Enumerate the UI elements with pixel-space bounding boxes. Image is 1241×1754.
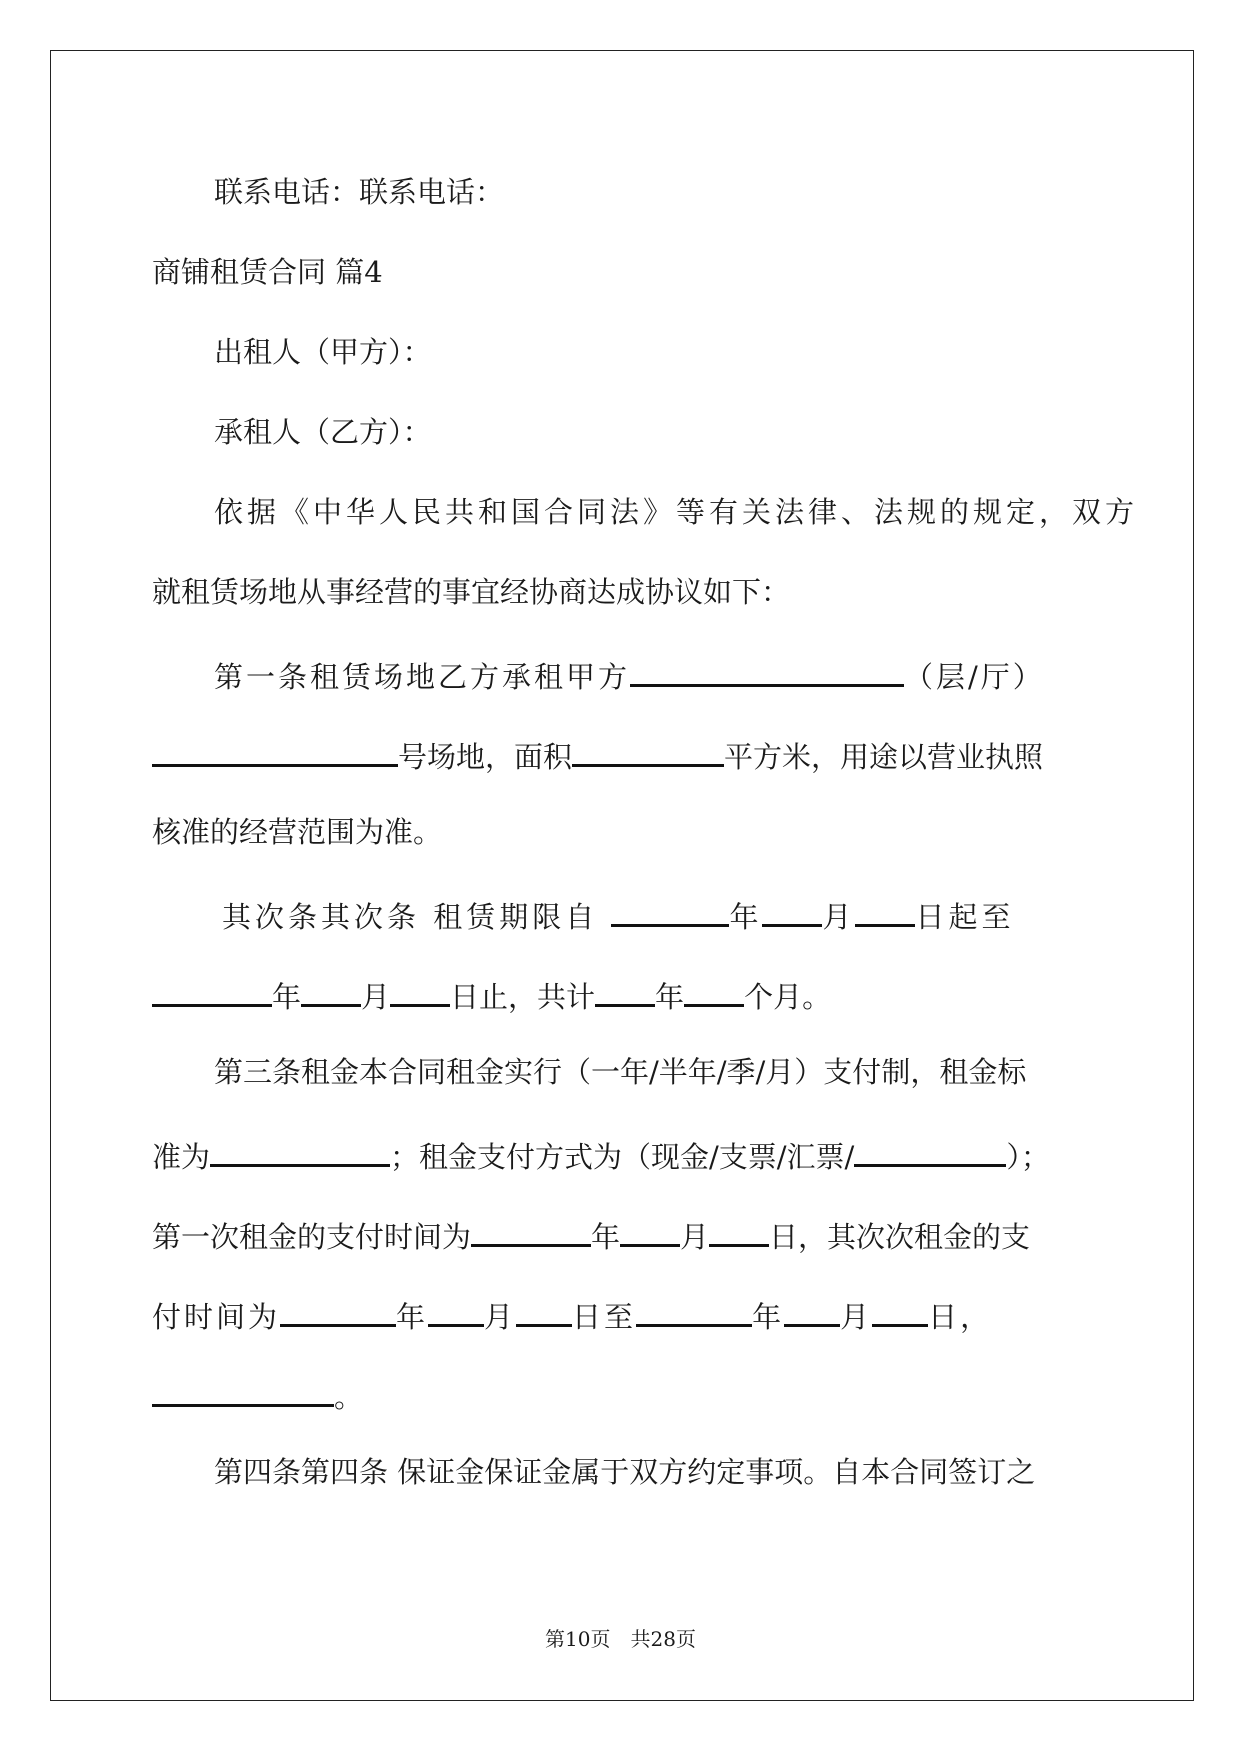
fill-blank[interactable] [471,1218,591,1247]
article3-line-4: 付时间为 年 月 日至 年 月 日， [152,1298,992,1332]
fill-blank[interactable] [428,1298,484,1327]
fill-blank[interactable] [152,978,272,1007]
article2-line-1: 其次条其次条 租赁期限自 年 月 日起至 [222,898,1014,932]
fill-blank[interactable] [784,1298,840,1327]
fill-blank[interactable] [709,1218,769,1247]
fill-blank[interactable] [152,738,398,767]
article4-line-1: 第四条第四条 保证金保证金属于双方约定事项。自本合同签订之 [214,1455,1036,1489]
fill-blank[interactable] [572,738,724,767]
article3-line-2: 准为 ；租金支付方式为（现金/支票/汇票/ ）； [152,1138,1050,1172]
article3-line-3: 第一次租金的支付时间为 年 月 日，其次次租金的支 [152,1218,1030,1252]
fill-blank[interactable] [620,1218,680,1247]
article1-line-2: 号场地，面积 平方米，用途以营业执照 [152,738,1043,772]
article2-line-2: 年 月 日止，共计 年 个月。 [152,978,831,1012]
preamble-line-2: 就租赁场地从事经营的事宜经协商达成协议如下： [152,575,791,609]
article1-line-3: 核准的经营范围为准。 [152,815,443,849]
page-number: 第10页 共28页 [545,1627,696,1651]
fill-blank[interactable] [872,1298,928,1327]
fill-blank[interactable] [280,1298,396,1327]
fill-blank[interactable] [210,1138,390,1167]
lessee-line: 承租人（乙方）： [214,415,432,449]
page-frame [50,50,1194,1701]
fill-blank[interactable] [390,978,450,1007]
lessor-line: 出租人（甲方）： [214,335,432,369]
article3-line-5: 。 [152,1378,363,1412]
article3-line-1: 第三条租金本合同租金实行（一年/半年/季/月）支付制，租金标 [214,1055,1027,1089]
fill-blank[interactable] [684,978,744,1007]
fill-blank[interactable] [301,978,361,1007]
fill-blank[interactable] [152,1378,334,1407]
contact-phone-line: 联系电话：联系电话： [214,175,505,209]
fill-blank[interactable] [762,898,822,927]
preamble-line-1: 依据《中华人民共和国合同法》等有关法律、法规的规定，双方 [214,495,1139,529]
fill-blank[interactable] [630,658,904,687]
fill-blank[interactable] [595,978,655,1007]
article1-line-1: 第一条租赁场地乙方承租甲方 （层/厅） [214,658,1045,692]
fill-blank[interactable] [636,1298,752,1327]
fill-blank[interactable] [611,898,729,927]
fill-blank[interactable] [516,1298,572,1327]
fill-blank[interactable] [854,1138,1006,1167]
section-heading: 商铺租赁合同 篇4 [152,255,383,289]
fill-blank[interactable] [855,898,915,927]
